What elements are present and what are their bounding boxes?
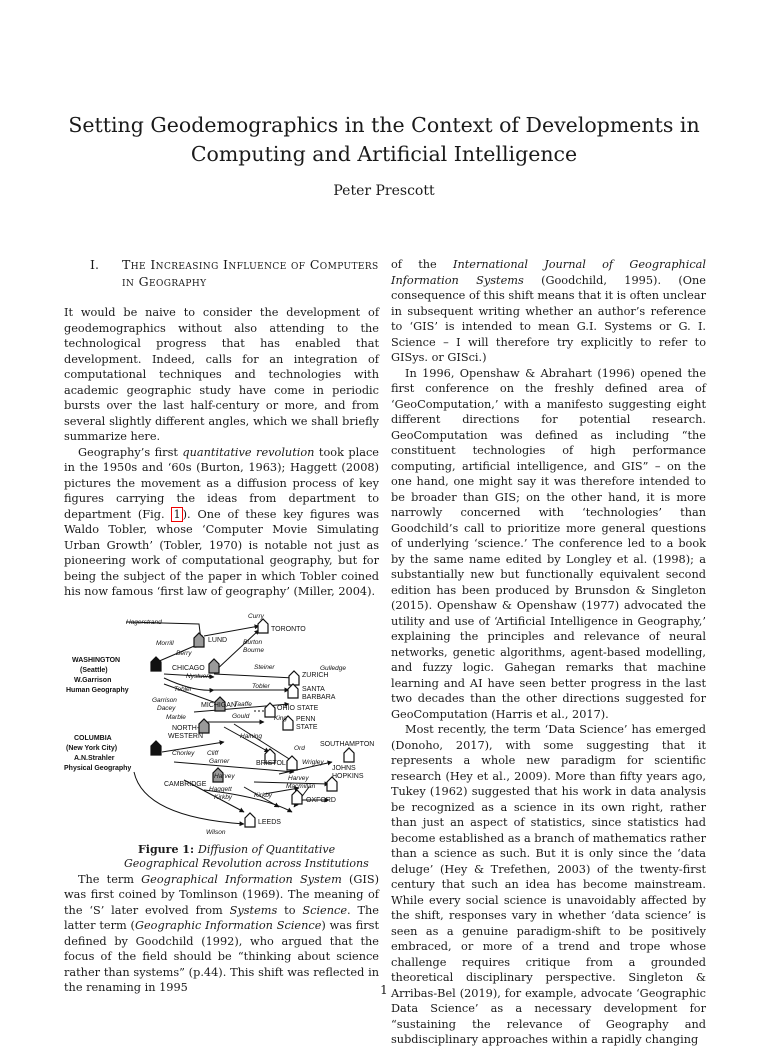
washington-icon: [151, 657, 161, 671]
northwestern-line-1: NORTH-: [172, 724, 200, 732]
washington-line-2: (Seattle): [80, 666, 108, 674]
paragraph-data-science: Most recently, the term ‘Data Science’ has emerged (Donoho, 2017), with some suggesting that it represents a whole new paradigm for scientific research (Hey et al., 2009). More than fifty years ago, Tukey (1962) suggested that his work in data analysis be recognized as a science in its own right, rather than just an aspect of statistics, since statistics had become established as a branch of mathematics rather than a science as such. But it is only since the ‘data deluge’ (Hey & Trefethen, 2003) of the twenty-first century that such an idea has become mainstream. While every social science is unavoidably affected by the shift, responses vary in whether ‘data science’ is seen as a genuine paradigm-shift to be positively embraced, or more of a trend and trope whose challenge requires critique from a grounded theoretical disciplinary perspective. Singleton & Arribas-Bel (2019), for example, advocate ‘Geographic Data Science’ as a necessary development for “sustaining the relevance of Geography and subdisciplinary approaches within a rapidly changing: [391, 723, 706, 1046]
oxford-label: OXFORD: [306, 796, 336, 804]
person-tobler-2: Tobler: [252, 682, 270, 690]
title-line-1: Setting Geodemographics in the Context of Developments in: [68, 113, 700, 137]
person-ord: Ord: [294, 744, 305, 752]
toronto-label: TORONTO: [271, 625, 306, 633]
johns-hopkins-line-1: JOHNS: [332, 764, 356, 772]
person-king: King: [274, 714, 288, 722]
bristol-label: BRISTOL: [256, 759, 286, 767]
ohio-state-label: OHIO STATE: [277, 704, 319, 712]
person-haggett: Haggett: [209, 785, 232, 793]
section-title: The Increasing Influence of Computers in Geography: [122, 257, 379, 289]
person-chorley: Chorley: [172, 749, 195, 757]
johns-hopkins-line-2: HOPKINS: [332, 772, 364, 780]
person-nystuen: Nystuen: [186, 672, 210, 680]
person-harvey-2: Harvey: [288, 774, 309, 782]
person-taaffe: Taaffe: [234, 700, 252, 708]
figure-caption-text: Diffusion of Quantitative Geographical Revolution across Institutions: [124, 842, 369, 870]
columbia-line-1: COLUMBIA: [74, 734, 112, 742]
person-garrison: Garrison: [152, 696, 177, 704]
leeds-icon: [245, 813, 255, 827]
person-curry: Curry: [248, 612, 264, 620]
person-steiner: Steiner: [254, 663, 275, 671]
santa-barbara-line-2: BARBARA: [302, 693, 336, 701]
zurich-label: ZURICH: [302, 671, 329, 679]
columbia-line-4: Physical Geography: [64, 764, 132, 772]
person-harvey-1: Harvey: [214, 772, 235, 780]
penn-state-line-1: PENN: [296, 715, 316, 723]
person-marble: Marble: [166, 713, 186, 721]
chicago-label: CHICAGO: [172, 664, 205, 672]
santa-barbara-icon: [288, 684, 298, 698]
washington-line-3: W.Garrison: [74, 676, 112, 684]
person-burton: Burton: [243, 638, 263, 646]
figure-reference-link[interactable]: 1: [173, 507, 181, 521]
person-wrigley: Wrigley: [302, 758, 324, 766]
columbia-line-2: (New York City): [66, 744, 118, 752]
oxford-icon: [292, 790, 302, 804]
columbia-icon: [151, 741, 161, 755]
page-number: 1: [380, 983, 388, 997]
person-kirkby-2: Kirkby: [254, 791, 273, 799]
paragraph-quantitative-revolution: Geography’s first quantitative revolution took place in the 1950s and ‘60s (Burton, 1963); Haggett (2008) pictures the movement as a diffusion process of key figures carrying the ideas from department to department (Fig. 1 ). One of these key figures was Waldo Tobler, whose ‘Computer Movie Simulating Urban Growth’ (Tobler, 1970) is notable not just as pioneering work of computational geography, but for being the subject of the paper in which Tobler coined his now famous ‘first law of geography’ (Miller, 2004).: [64, 445, 379, 598]
columbia-line-3: A.N.Strahler: [74, 754, 115, 762]
right-column: [391, 257, 706, 1048]
chicago-icon: [209, 659, 219, 673]
lund-icon: [194, 633, 204, 647]
leeds-label: LEEDS: [258, 818, 281, 826]
figure-caption: [64, 843, 379, 872]
southampton-icon: [344, 748, 354, 762]
section-heading: [64, 256, 379, 290]
washington-line-4: Human Geography: [66, 686, 129, 694]
person-gould: Gould: [232, 712, 250, 720]
person-cliff: Cliff: [207, 749, 219, 757]
paragraph-intro: It would be naive to consider the development of geodemographics without also attending to the technological progress that has enabled that development. Indeed, calls for an integration of computational techniques and technologies with academic geographic study have come in periodic bursts over the last half-century or more, and from several slightly different angles, which we shall briefly summarize here.: [64, 306, 379, 443]
author-name: Peter Prescott: [333, 183, 435, 199]
zurich-icon: [289, 671, 299, 685]
person-garner: Garner: [209, 757, 230, 765]
michigan-label: MICHIGAN: [201, 701, 236, 709]
paragraph-geocomputation: In 1996, Openshaw & Abrahart (1996) opened the first conference on the freshly defined area of ‘GeoComputation,’ with a manifesto suggesting eight different directions for potential research. GeoComputation was defined as including “the constituent technologies of high performance computing, artificial intelligence, and GIS” – on the one hand, one might say it was therefore intended to be broader than GIS; on the other hand, it is more narrowly concerned with ‘technologies’ than Goodchild’s call to prioritize more general questions of underlying ‘science.’ The conference led to a book by the same name edited by Longley et al. (1998); a substantially new but functionally equivalent second edition has been produced by Brunsdon & Singleton (2015). Openshaw & Openshaw (1977) advocated the utility and use of ‘Artificial Intelligence in Geography,’ explaining the principles and relevance of neural networks, genetic algorithms, agent-based modelling, and fuzzy logic. Gahegan remarks that machine learning and AI have seen better progress in the last two decades than the other directions suggested for GeoComputation (Harris et al., 2017).: [391, 366, 706, 721]
figure-caption-label: Figure 1:: [138, 842, 195, 856]
penn-state-line-2: STATE: [296, 723, 318, 731]
title-line-2: Computing and Artificial Intelligence: [190, 142, 578, 166]
person-kirkby-1: Kirkby: [214, 793, 233, 801]
person-dacey: Dacey: [157, 704, 176, 712]
northwestern-icon: [199, 719, 209, 733]
person-morrill: Morrill: [156, 639, 174, 647]
person-gulledge: Gulledge: [320, 664, 347, 672]
santa-barbara-line-1: SANTA: [302, 685, 325, 693]
person-hagerstrand: Hagerstrand: [126, 618, 162, 626]
person-bourne: Bourne: [243, 646, 264, 654]
left-column: [64, 256, 379, 996]
person-tobler-1: Tobler: [174, 685, 192, 693]
northwestern-line-2: WESTERN: [168, 732, 203, 740]
paragraph-gis: The term Geographical Information System (GIS) was first coined by Tomlinson (1969). The meaning of the ‘S’ later evolved from Systems to Science. The latter term (Geographic Information Science) was first defined by Goodchild (1992), who argued that the focus of the field should be “thinking about science rather than systems” (p.44). This shift was reflected in the renaming in 1995: [64, 872, 379, 994]
diffusion-figure: [64, 612, 379, 837]
paper-title: [60, 111, 708, 169]
toronto-icon: [258, 619, 268, 633]
diffusion-diagram: [64, 612, 379, 837]
section-number: I.: [90, 257, 99, 272]
person-haining: Haining: [240, 732, 263, 740]
cambridge-label: CAMBRIDGE: [164, 780, 207, 788]
person-macmillan: Macmillan: [286, 782, 316, 790]
lund-label: LUND: [208, 636, 228, 644]
person-wilson: Wilson: [206, 828, 226, 836]
washington-line-1: WASHINGTON: [72, 656, 121, 664]
person-berry: Berry: [176, 649, 192, 657]
paragraph-ijgis: of the International Journal of Geographical Information Systems (Goodchild, 1995). (One consequence of this shift means that it is often unclear in subsequent writing whether an author’s reference to ‘GIS’ is intended to mean G.I. Systems or G. I. Science – I will therefore try explicitly to refer to GISys. or GISci.): [391, 258, 706, 364]
southampton-label: SOUTHAMPTON: [320, 740, 375, 748]
